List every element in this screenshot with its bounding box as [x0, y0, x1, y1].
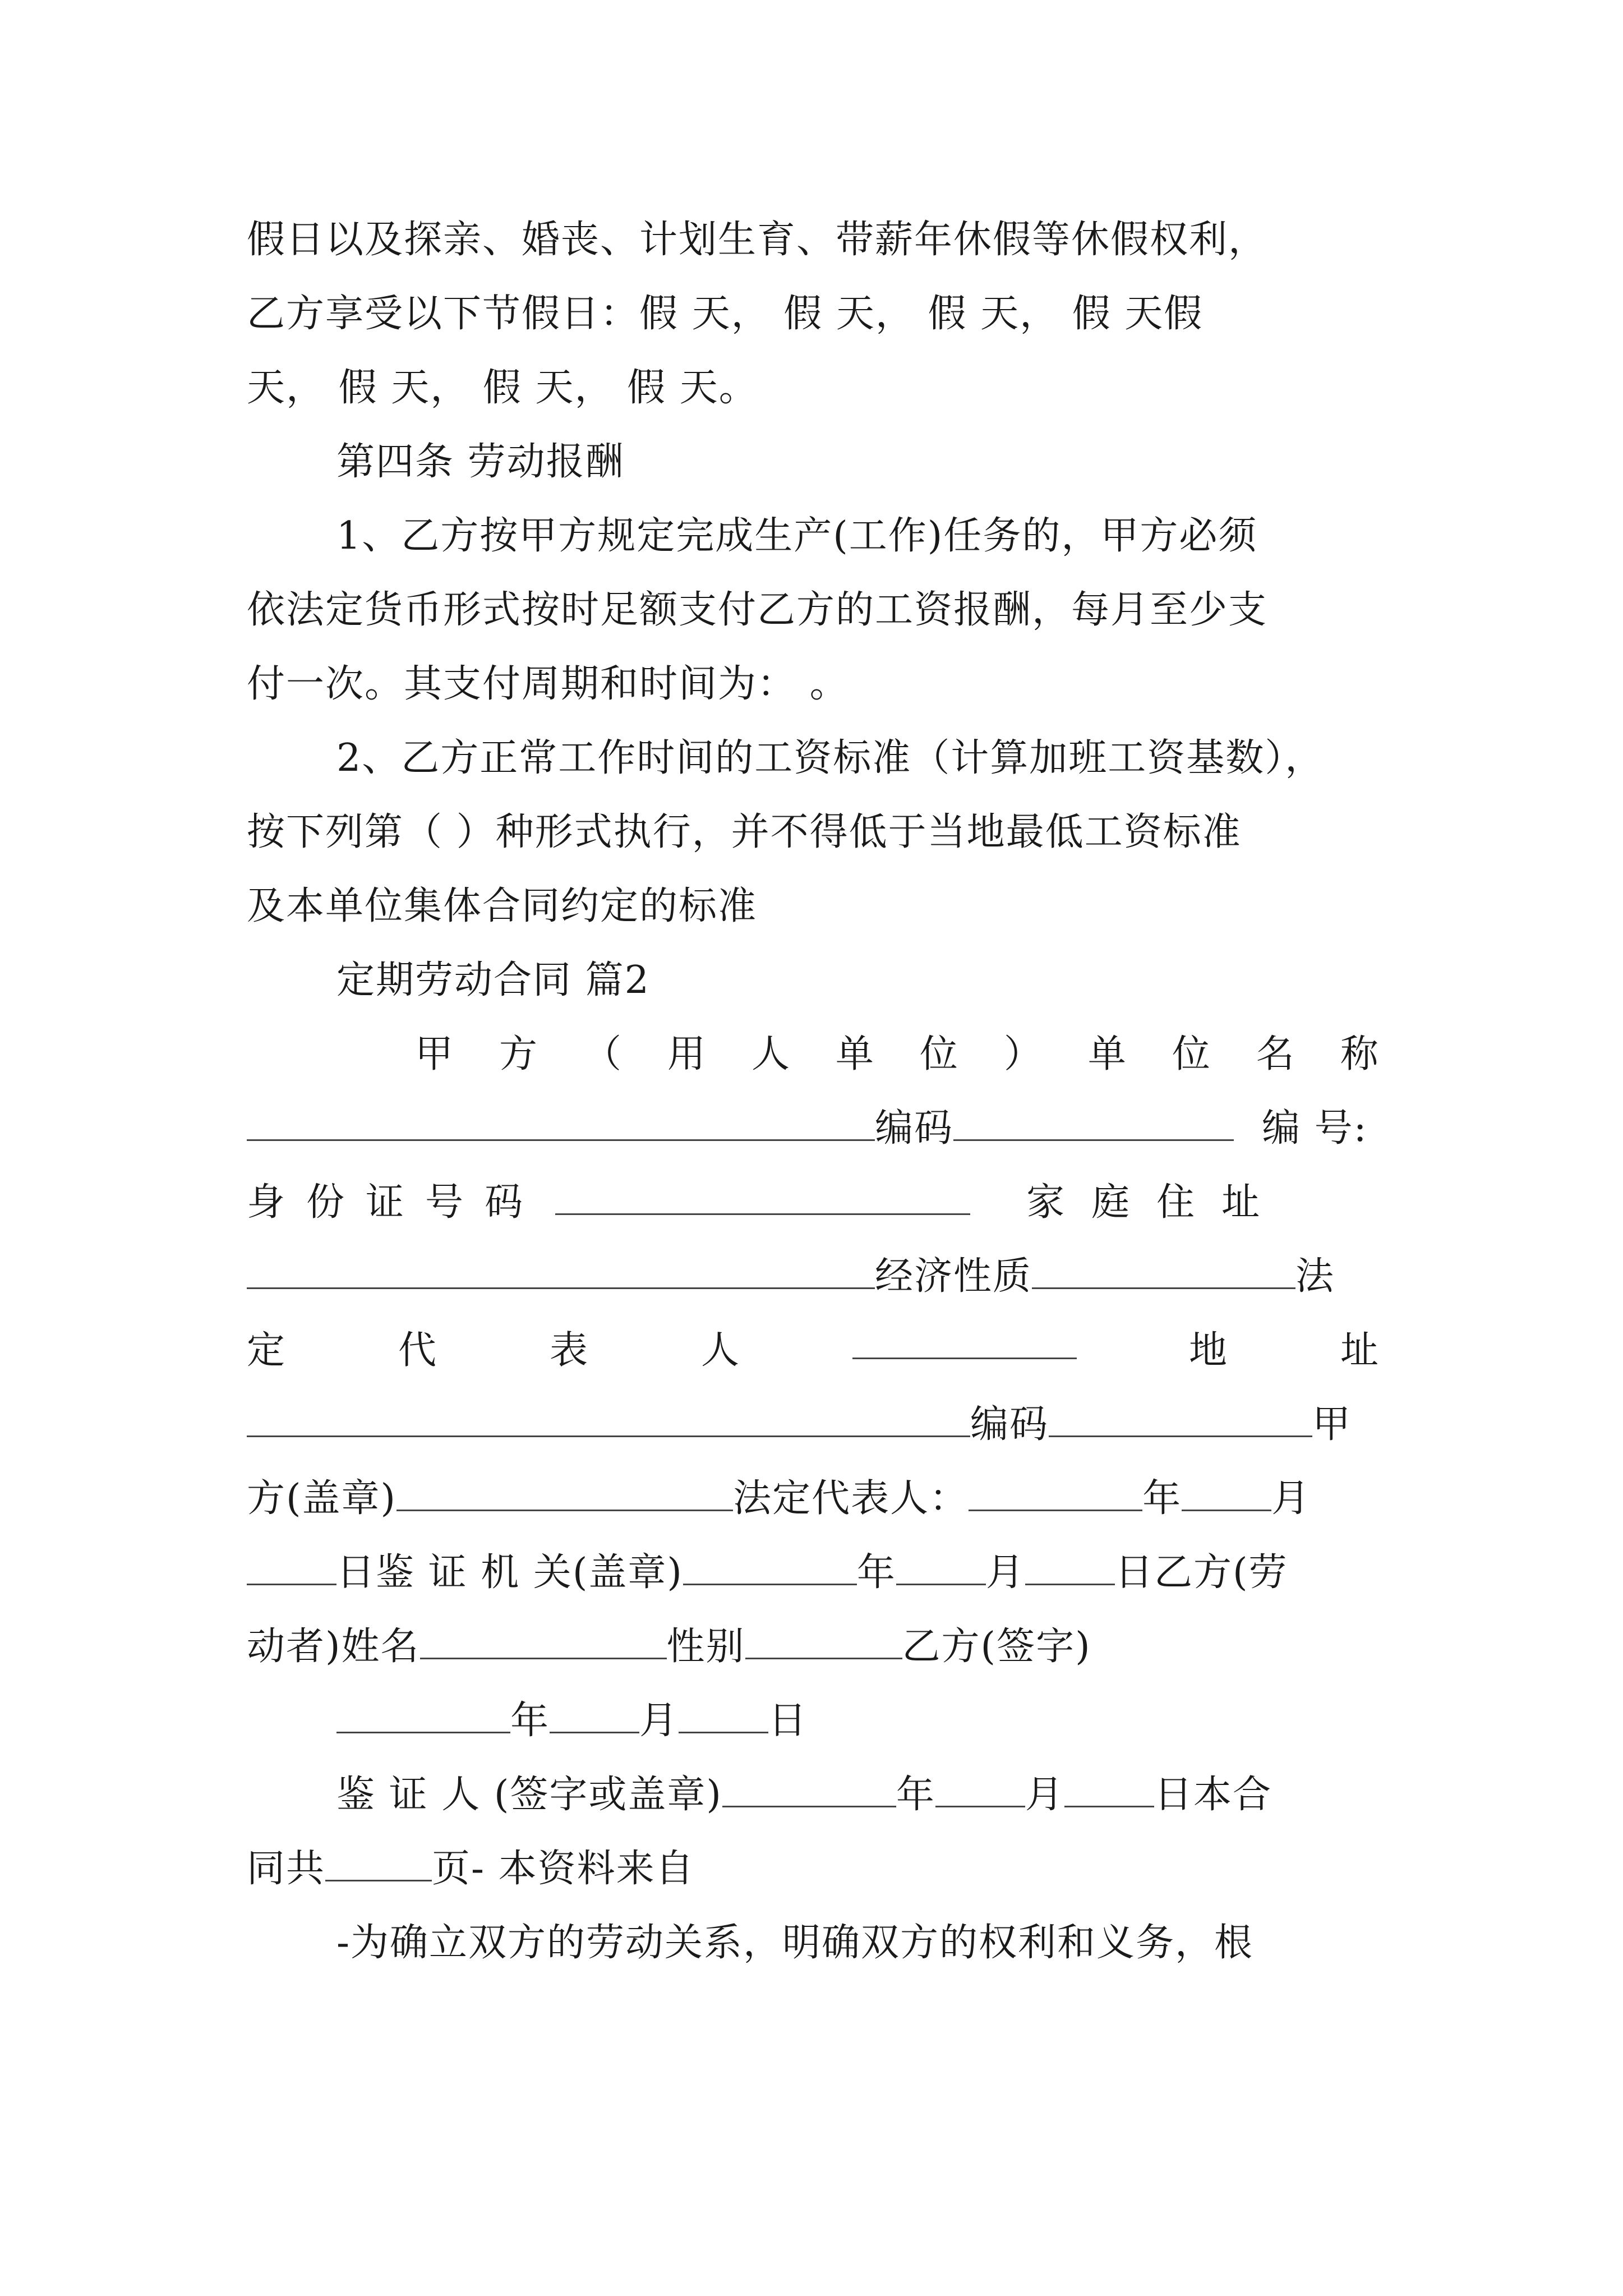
blank-field [555, 1180, 970, 1215]
blank-field [247, 1402, 970, 1437]
blank-field [247, 1106, 875, 1141]
form-line-rep: 定 代 表 人 地 址 [247, 1324, 1380, 1378]
form-line-witness: 鉴 证 人 (签字或盖章) 年 月 日本合 [336, 1773, 1272, 1817]
blank-field [1032, 1254, 1295, 1289]
blank-field [396, 1476, 733, 1511]
form-line-id: 身份证号码 家庭住址 [247, 1180, 1261, 1225]
form-line-date: 年 月 日 [336, 1694, 1380, 1748]
paragraph-line: 1、乙方按甲方规定完成生产(工作)任务的，甲方必须 [336, 514, 1258, 558]
paragraph-line: 及本单位集体合同约定的标准 [247, 884, 758, 928]
section-title: 定期劳动合同 篇2 [336, 958, 650, 1002]
blank-field [1064, 1772, 1154, 1807]
form-line-econ: 经济性质 法 [247, 1250, 1380, 1304]
paragraph-line: 天， 假 天， 假 天， 假 天。 [247, 366, 758, 410]
blank-field [745, 1624, 902, 1659]
blank-field [935, 1772, 1025, 1807]
blank-field [325, 1846, 432, 1881]
paragraph-line: 乙方享受以下节假日：假 天， 假 天， 假 天， 假 天假 [247, 292, 1204, 336]
form-line-seal: 方(盖章) 法定代表人： 年 月 [247, 1476, 1311, 1521]
paragraph-line: 按下列第（ ）种形式执行，并不得低于当地最低工资标准 [247, 810, 1242, 854]
paragraph-line: 假日以及探亲、婚丧、计划生育、带薪年休假等休假权利， [247, 218, 1268, 262]
article-heading: 第四条 劳动报酬 [336, 440, 625, 484]
form-line-code: 编码 编 号: [247, 1102, 1380, 1156]
form-line-authority: 日鉴 证 机 关(盖章) 年 月 日乙方(劳 [247, 1546, 1380, 1600]
paragraph-line: 依法定货币形式按时足额支付乙方的工资报酬，每月至少支 [247, 588, 1268, 632]
blank-field [1182, 1476, 1271, 1511]
blank-field [247, 1254, 875, 1289]
blank-field [420, 1624, 667, 1659]
blank-field [953, 1106, 1234, 1141]
paragraph-line: -为确立双方的劳动关系，明确双方的权利和义务，根 [336, 1921, 1253, 1965]
paragraph-line: 付一次。其支付周期和时间为： 。 [247, 662, 849, 706]
blank-field [247, 1550, 336, 1585]
blank-field [683, 1550, 857, 1585]
blank-field [722, 1772, 896, 1807]
paragraph-line: 2、乙方正常工作时间的工资标准（计算加班工资基数）， [336, 736, 1325, 780]
blank-field [896, 1550, 986, 1585]
blank-field [1025, 1550, 1115, 1585]
form-line-code2: 编码 甲 [247, 1398, 1380, 1452]
form-line-pages: 同共 页- 本资料来自 [247, 1847, 695, 1891]
party-a-line: 甲 方 （ 用 人 单 位 ） 单 位 名 称 [415, 1032, 1380, 1076]
blank-field [1049, 1402, 1312, 1437]
blank-field [852, 1324, 1077, 1359]
blank-field [336, 1698, 510, 1733]
blank-field [550, 1698, 639, 1733]
blank-field [969, 1476, 1142, 1511]
form-line-worker: 动者)姓名 性别 乙方(签字) [247, 1625, 1091, 1669]
blank-field [679, 1698, 768, 1733]
